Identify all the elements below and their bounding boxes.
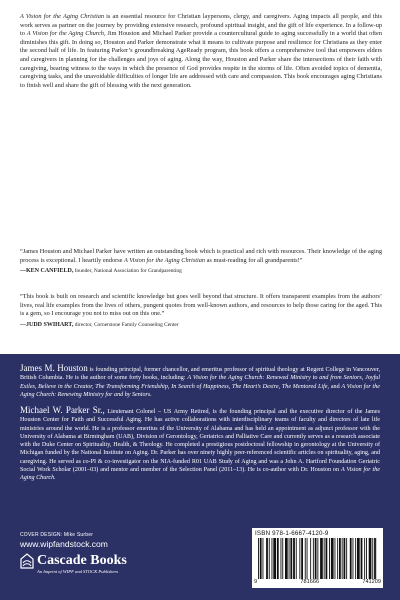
- barcode-bar: [357, 538, 360, 579]
- barcode-bar: [296, 538, 297, 579]
- barcode-bar: [305, 538, 306, 579]
- barcode-bar: [369, 538, 372, 579]
- endorsement-quote-2: “This book is built on research and scientific knowledge but goes well beyond that structure. It offers transparent examples from the authors’ lives, real life examples from the lives of others, pungent quotes from well-known authors, and resources to help those caring for the aged. This is a gem, so I encourage you not to miss out on this one.”: [20, 293, 382, 318]
- endorser-name: —KEN CANFIELD,: [20, 268, 74, 275]
- barcode-bar: [277, 538, 279, 579]
- barcode-digits: [254, 579, 381, 585]
- barcode-bar: [326, 538, 328, 579]
- imprint-line: An Imprint of WIPF and STOCK Publishers: [37, 569, 119, 574]
- barcode-bar: [372, 538, 373, 579]
- endorsement-swihart: [20, 293, 382, 329]
- barcode-bar: [313, 538, 314, 579]
- barcode-panel: [252, 528, 383, 588]
- barcode-bar: [310, 538, 311, 579]
- author-name: James M. Houston: [20, 363, 88, 373]
- barcode-bar: [282, 538, 283, 579]
- barcode-bar: [364, 538, 365, 579]
- credits: [20, 532, 180, 574]
- author-name: Michael W. Parker Sr.,: [20, 405, 105, 415]
- description-title-2: A Vision for the Aging Church: [26, 30, 104, 38]
- barcode-bar: [361, 538, 363, 579]
- description-title: A Vision for the Aging Christian: [20, 13, 104, 20]
- barcode-bar: [342, 538, 343, 579]
- barcode-bar: [258, 538, 259, 579]
- description-text-1: is an essential resource for Christian laypersons, clergy, and caregivers. Aging impacts all people, and this work serves as partner on the journey by providing extensive research, profound spiritual insight, and the gift of life experience. In a follow-up to: [20, 13, 382, 38]
- isbn-text: ISBN 978-1-6667-4120-9: [255, 530, 329, 537]
- endorser-role: founder, National Association for Grandparenting: [73, 268, 182, 275]
- endorsement-canfield: [20, 248, 382, 275]
- endorsement-quote-1a: “James Houston and Michael Parker have written an outstanding book which is practical and rich with resources. Their knowledge of the aging process is exceptional. I heartily endorse: [20, 248, 382, 264]
- barcode-digits-right: 741209: [362, 579, 381, 585]
- barcode-bar: [272, 538, 273, 579]
- description-text-2: , Jim Houston and Michael Parker provide a countercultural guide to aging successfully in a world that often diminishes this gift. In doing so, Houston and Parker demonstrate what it means to cultivate purpose and resilience for Christians as they enter the second half of life. In featuring Parker’s groundbreaking AgeReady program, this book offers a comprehensive tool that empowers elders and caregivers in planning for the challenges and joys of aging. Along the way, Houston and Parker share the intersections of their faith with caregiving, bearing witness to the ways in which the presence of God provides respite in the storms of life. Often avoided topics of dementia, caregiving tasks, and the unavoidable difficulties of longer life are addressed with care and compassion. This book encourages aging Christians to finish well and share the gift of blessing with the next generation.: [20, 30, 382, 89]
- barcode-bar: [353, 538, 354, 579]
- barcode-bar: [337, 538, 338, 579]
- publisher-name: Cascade Books: [37, 553, 127, 568]
- barcode-bar: [350, 538, 352, 579]
- barcode-bar: [273, 538, 276, 579]
- barcode-bar: [301, 538, 303, 579]
- bio-books: A Vision for the Aging Church: Renewing Ministry for and by Seniors.: [20, 383, 380, 398]
- barcode-bar: [299, 538, 300, 579]
- bio-text: is founding principal, former chancellor, and emeritus professor of spiritual theology at Regent College in Vancouver, British Columbia. He is the author of some forty books, including:: [20, 367, 381, 382]
- bio-text: Lieutenant Colonel – US Army Retired, is the founding principal and the executive director of the James Houston Center for Faith and Successful Aging. He has active collaborations with interdisciplinary teams of faculty and directors of late life ministries around the world. He is a professor emeritus of the University of Alabama and has held an appointment as adjunct professor with the University of Alabama at Birmingham (UAB), Division of Gerontology, Geriatrics and Palliative Care and currently serves as a research associate with the Duke Center on Spirituality, Health, & Theology. He completed a prestigious postdoctoral fellowship in gerontology at the University of Michigan funded by the National Institute on Aging. Dr. Parker has over ninety highly peer-referenced scientific articles on spirituality, aging, and caregiving. He served as co-PI & co-investigator on the NIA-funded R01 UAB Study of Aging and was a John A. Hartford Foundation Geriatric Social Work Scholar (2001–03) and mentor and member of the Selection Panel (2011–13). He is co-author with Dr. Houston on: [20, 409, 380, 474]
- barcode-bar: [329, 538, 330, 579]
- barcode-bar: [315, 538, 317, 579]
- barcode-icon: [258, 538, 377, 579]
- barcode-bar: [346, 538, 347, 579]
- barcode-bar: [290, 538, 292, 579]
- barcode-bar: [307, 538, 308, 579]
- book-description: [20, 13, 382, 90]
- barcode-bar: [281, 538, 282, 579]
- barcode-bar: [320, 538, 323, 579]
- endorser-canfield: [20, 267, 382, 275]
- publisher-mark: [20, 553, 180, 569]
- publisher-url[interactable]: www.wipfandstock.com: [20, 539, 108, 549]
- cover-design-credit: COVER DESIGN: Mike Surber: [20, 532, 94, 538]
- bio-books: A Vision for the Aging Church: Renewed Ministry to and from Seniors, Joyful Exiles, Believe in the Creator, The Transforming Friendship, In Search of Happiness, The Heart’s Desire, The Mentored Life,: [20, 375, 381, 390]
- bio-houston: [20, 364, 380, 399]
- barcode-bar: [335, 538, 336, 579]
- barcode-digit-lead: 9: [254, 579, 258, 585]
- barcode-bar: [260, 538, 262, 579]
- cascade-books-logo-icon: [20, 553, 34, 569]
- bio-parker: [20, 406, 380, 483]
- endorser-role: director, Cornerstone Family Counseling Center: [73, 321, 179, 328]
- endorser-swihart: [20, 321, 382, 329]
- barcode-bar: [285, 538, 288, 579]
- barcode-bar: [266, 538, 268, 579]
- barcode-bar: [269, 538, 270, 579]
- barcode-bar: [374, 538, 376, 579]
- barcode-digits-left: 781666: [300, 579, 320, 585]
- barcode-bar: [317, 538, 318, 579]
- barcode-bar: [293, 538, 295, 579]
- barcode-bar: [324, 538, 325, 579]
- barcode-bar: [344, 538, 346, 579]
- barcode-bar: [289, 538, 290, 579]
- endorser-name: —JUDD SWIHART,: [20, 321, 74, 328]
- barcode-bar: [339, 538, 341, 579]
- barcode-bar: [355, 538, 356, 579]
- barcode-bar: [263, 538, 264, 579]
- barcode-bar: [366, 538, 367, 579]
- bio-text: and: [329, 383, 342, 390]
- barcode-bar: [331, 538, 334, 579]
- endorsement-quote-1-title: A Vision for the Aging Christian: [124, 256, 206, 264]
- endorsement-quote-1b: as must-reading for all grandparents!”: [205, 256, 303, 264]
- bio-books: A Vision for the Aging Church.: [20, 467, 380, 482]
